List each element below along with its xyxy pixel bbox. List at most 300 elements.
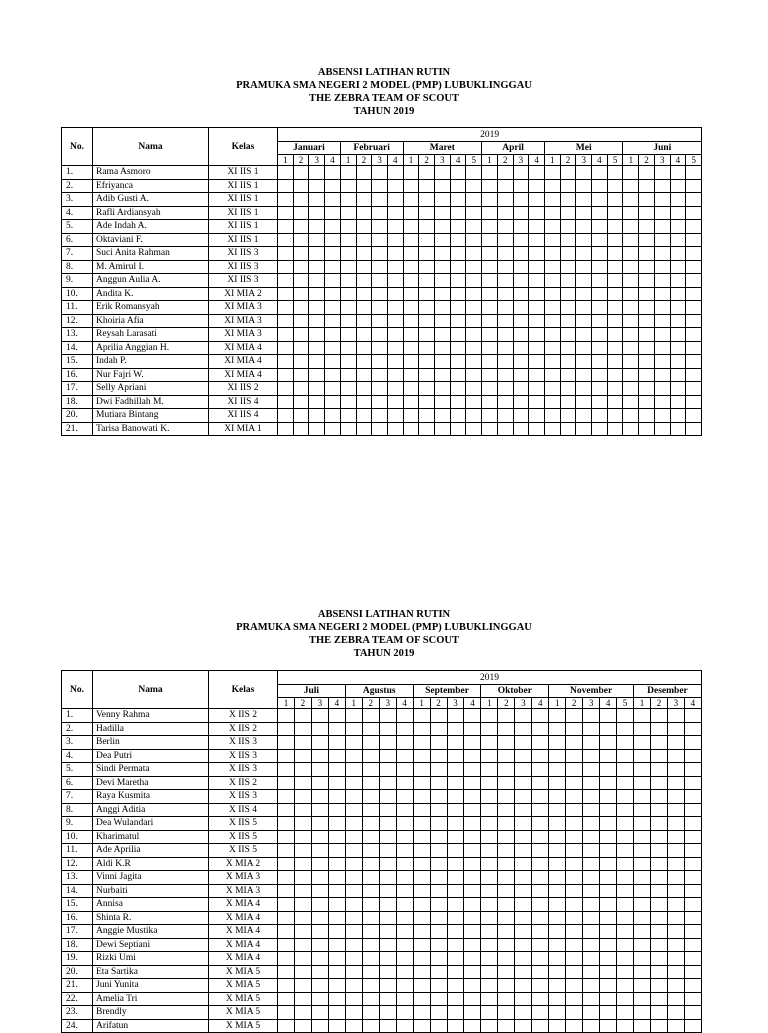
attendance-cell[interactable] [623, 409, 639, 423]
attendance-cell[interactable] [419, 206, 435, 220]
attendance-cell[interactable] [607, 179, 623, 193]
attendance-cell[interactable] [667, 709, 684, 723]
attendance-cell[interactable] [583, 898, 600, 912]
attendance-cell[interactable] [566, 857, 583, 871]
attendance-cell[interactable] [566, 925, 583, 939]
attendance-cell[interactable] [549, 844, 566, 858]
attendance-cell[interactable] [309, 193, 325, 207]
attendance-cell[interactable] [549, 722, 566, 736]
attendance-cell[interactable] [430, 952, 447, 966]
attendance-cell[interactable] [498, 790, 515, 804]
attendance-cell[interactable] [667, 722, 684, 736]
attendance-cell[interactable] [278, 314, 294, 328]
attendance-cell[interactable] [667, 749, 684, 763]
attendance-cell[interactable] [529, 355, 545, 369]
attendance-cell[interactable] [549, 952, 566, 966]
attendance-cell[interactable] [544, 328, 560, 342]
attendance-cell[interactable] [413, 790, 430, 804]
attendance-cell[interactable] [497, 274, 513, 288]
attendance-cell[interactable] [497, 314, 513, 328]
attendance-cell[interactable] [670, 179, 686, 193]
attendance-cell[interactable] [278, 871, 295, 885]
attendance-cell[interactable] [278, 844, 295, 858]
attendance-cell[interactable] [617, 1006, 634, 1020]
attendance-cell[interactable] [515, 776, 532, 790]
attendance-cell[interactable] [654, 328, 670, 342]
attendance-cell[interactable] [634, 1019, 651, 1033]
attendance-cell[interactable] [650, 790, 667, 804]
attendance-cell[interactable] [311, 722, 328, 736]
attendance-cell[interactable] [379, 736, 396, 750]
attendance-cell[interactable] [544, 233, 560, 247]
attendance-cell[interactable] [532, 952, 549, 966]
attendance-cell[interactable] [560, 395, 576, 409]
attendance-cell[interactable] [667, 911, 684, 925]
attendance-cell[interactable] [372, 287, 388, 301]
attendance-cell[interactable] [328, 709, 345, 723]
attendance-cell[interactable] [498, 857, 515, 871]
attendance-cell[interactable] [464, 790, 481, 804]
attendance-cell[interactable] [356, 341, 372, 355]
attendance-cell[interactable] [650, 817, 667, 831]
attendance-cell[interactable] [356, 395, 372, 409]
attendance-cell[interactable] [623, 422, 639, 436]
attendance-cell[interactable] [560, 409, 576, 423]
attendance-cell[interactable] [430, 817, 447, 831]
attendance-cell[interactable] [497, 368, 513, 382]
attendance-cell[interactable] [447, 898, 464, 912]
attendance-cell[interactable] [482, 233, 498, 247]
attendance-cell[interactable] [623, 341, 639, 355]
attendance-cell[interactable] [379, 1019, 396, 1033]
attendance-cell[interactable] [654, 301, 670, 315]
attendance-cell[interactable] [576, 395, 592, 409]
attendance-cell[interactable] [435, 422, 451, 436]
attendance-cell[interactable] [667, 817, 684, 831]
attendance-cell[interactable] [686, 422, 702, 436]
attendance-cell[interactable] [403, 233, 419, 247]
attendance-cell[interactable] [600, 803, 617, 817]
attendance-cell[interactable] [278, 166, 294, 180]
attendance-cell[interactable] [293, 395, 309, 409]
attendance-cell[interactable] [413, 992, 430, 1006]
attendance-cell[interactable] [576, 422, 592, 436]
attendance-cell[interactable] [592, 301, 608, 315]
attendance-cell[interactable] [481, 938, 498, 952]
attendance-cell[interactable] [396, 790, 413, 804]
attendance-cell[interactable] [481, 871, 498, 885]
attendance-cell[interactable] [464, 749, 481, 763]
attendance-cell[interactable] [560, 341, 576, 355]
attendance-cell[interactable] [529, 247, 545, 261]
attendance-cell[interactable] [607, 314, 623, 328]
attendance-cell[interactable] [650, 952, 667, 966]
attendance-cell[interactable] [667, 1019, 684, 1033]
attendance-cell[interactable] [372, 220, 388, 234]
attendance-cell[interactable] [529, 409, 545, 423]
attendance-cell[interactable] [413, 709, 430, 723]
attendance-cell[interactable] [498, 709, 515, 723]
attendance-cell[interactable] [328, 884, 345, 898]
attendance-cell[interactable] [634, 857, 651, 871]
attendance-cell[interactable] [532, 803, 549, 817]
attendance-cell[interactable] [278, 817, 295, 831]
attendance-cell[interactable] [464, 911, 481, 925]
attendance-cell[interactable] [482, 314, 498, 328]
attendance-cell[interactable] [396, 871, 413, 885]
attendance-cell[interactable] [623, 247, 639, 261]
attendance-cell[interactable] [549, 830, 566, 844]
attendance-cell[interactable] [583, 925, 600, 939]
attendance-cell[interactable] [686, 233, 702, 247]
attendance-cell[interactable] [566, 871, 583, 885]
attendance-cell[interactable] [513, 179, 529, 193]
attendance-cell[interactable] [583, 952, 600, 966]
attendance-cell[interactable] [481, 844, 498, 858]
attendance-cell[interactable] [278, 301, 294, 315]
attendance-cell[interactable] [684, 1006, 701, 1020]
attendance-cell[interactable] [513, 233, 529, 247]
attendance-cell[interactable] [328, 1019, 345, 1033]
attendance-cell[interactable] [464, 925, 481, 939]
attendance-cell[interactable] [684, 749, 701, 763]
attendance-cell[interactable] [515, 709, 532, 723]
attendance-cell[interactable] [515, 803, 532, 817]
attendance-cell[interactable] [650, 938, 667, 952]
attendance-cell[interactable] [686, 328, 702, 342]
attendance-cell[interactable] [532, 790, 549, 804]
attendance-cell[interactable] [362, 722, 379, 736]
attendance-cell[interactable] [387, 206, 403, 220]
attendance-cell[interactable] [532, 898, 549, 912]
attendance-cell[interactable] [532, 776, 549, 790]
attendance-cell[interactable] [482, 301, 498, 315]
attendance-cell[interactable] [278, 247, 294, 261]
attendance-cell[interactable] [413, 1019, 430, 1033]
attendance-cell[interactable] [583, 844, 600, 858]
attendance-cell[interactable] [634, 790, 651, 804]
attendance-cell[interactable] [309, 355, 325, 369]
attendance-cell[interactable] [430, 911, 447, 925]
attendance-cell[interactable] [430, 992, 447, 1006]
attendance-cell[interactable] [430, 925, 447, 939]
attendance-cell[interactable] [566, 911, 583, 925]
attendance-cell[interactable] [684, 844, 701, 858]
attendance-cell[interactable] [340, 328, 356, 342]
attendance-cell[interactable] [293, 382, 309, 396]
attendance-cell[interactable] [356, 247, 372, 261]
attendance-cell[interactable] [403, 179, 419, 193]
attendance-cell[interactable] [309, 301, 325, 315]
attendance-cell[interactable] [549, 736, 566, 750]
attendance-cell[interactable] [650, 830, 667, 844]
attendance-cell[interactable] [311, 1019, 328, 1033]
attendance-cell[interactable] [684, 790, 701, 804]
attendance-cell[interactable] [278, 911, 295, 925]
attendance-cell[interactable] [447, 844, 464, 858]
attendance-cell[interactable] [566, 898, 583, 912]
attendance-cell[interactable] [294, 911, 311, 925]
attendance-cell[interactable] [413, 803, 430, 817]
attendance-cell[interactable] [576, 287, 592, 301]
attendance-cell[interactable] [294, 736, 311, 750]
attendance-cell[interactable] [464, 965, 481, 979]
attendance-cell[interactable] [513, 301, 529, 315]
attendance-cell[interactable] [639, 220, 655, 234]
attendance-cell[interactable] [650, 898, 667, 912]
attendance-cell[interactable] [684, 722, 701, 736]
attendance-cell[interactable] [464, 1006, 481, 1020]
attendance-cell[interactable] [311, 1006, 328, 1020]
attendance-cell[interactable] [529, 179, 545, 193]
attendance-cell[interactable] [325, 409, 341, 423]
attendance-cell[interactable] [549, 790, 566, 804]
attendance-cell[interactable] [600, 749, 617, 763]
attendance-cell[interactable] [684, 911, 701, 925]
attendance-cell[interactable] [396, 817, 413, 831]
attendance-cell[interactable] [515, 763, 532, 777]
attendance-cell[interactable] [294, 979, 311, 993]
attendance-cell[interactable] [362, 844, 379, 858]
attendance-cell[interactable] [435, 368, 451, 382]
attendance-cell[interactable] [481, 965, 498, 979]
attendance-cell[interactable] [430, 776, 447, 790]
attendance-cell[interactable] [650, 803, 667, 817]
attendance-cell[interactable] [328, 992, 345, 1006]
attendance-cell[interactable] [686, 382, 702, 396]
attendance-cell[interactable] [293, 247, 309, 261]
attendance-cell[interactable] [294, 965, 311, 979]
attendance-cell[interactable] [293, 220, 309, 234]
attendance-cell[interactable] [311, 911, 328, 925]
attendance-cell[interactable] [466, 301, 482, 315]
attendance-cell[interactable] [325, 328, 341, 342]
attendance-cell[interactable] [362, 979, 379, 993]
attendance-cell[interactable] [481, 790, 498, 804]
attendance-cell[interactable] [278, 938, 295, 952]
attendance-cell[interactable] [340, 260, 356, 274]
attendance-cell[interactable] [634, 803, 651, 817]
attendance-cell[interactable] [430, 736, 447, 750]
attendance-cell[interactable] [362, 790, 379, 804]
attendance-cell[interactable] [340, 274, 356, 288]
attendance-cell[interactable] [583, 790, 600, 804]
attendance-cell[interactable] [325, 395, 341, 409]
attendance-cell[interactable] [592, 382, 608, 396]
attendance-cell[interactable] [532, 817, 549, 831]
attendance-cell[interactable] [532, 938, 549, 952]
attendance-cell[interactable] [667, 992, 684, 1006]
attendance-cell[interactable] [430, 830, 447, 844]
attendance-cell[interactable] [325, 422, 341, 436]
attendance-cell[interactable] [498, 992, 515, 1006]
attendance-cell[interactable] [497, 260, 513, 274]
attendance-cell[interactable] [583, 776, 600, 790]
attendance-cell[interactable] [325, 314, 341, 328]
attendance-cell[interactable] [600, 1019, 617, 1033]
attendance-cell[interactable] [600, 830, 617, 844]
attendance-cell[interactable] [450, 395, 466, 409]
attendance-cell[interactable] [435, 301, 451, 315]
attendance-cell[interactable] [576, 355, 592, 369]
attendance-cell[interactable] [356, 179, 372, 193]
attendance-cell[interactable] [435, 341, 451, 355]
attendance-cell[interactable] [654, 422, 670, 436]
attendance-cell[interactable] [592, 395, 608, 409]
attendance-cell[interactable] [464, 938, 481, 952]
attendance-cell[interactable] [617, 898, 634, 912]
attendance-cell[interactable] [372, 206, 388, 220]
attendance-cell[interactable] [328, 938, 345, 952]
attendance-cell[interactable] [419, 220, 435, 234]
attendance-cell[interactable] [617, 709, 634, 723]
attendance-cell[interactable] [419, 355, 435, 369]
attendance-cell[interactable] [340, 395, 356, 409]
attendance-cell[interactable] [654, 193, 670, 207]
attendance-cell[interactable] [639, 328, 655, 342]
attendance-cell[interactable] [325, 274, 341, 288]
attendance-cell[interactable] [617, 911, 634, 925]
attendance-cell[interactable] [447, 911, 464, 925]
attendance-cell[interactable] [362, 898, 379, 912]
attendance-cell[interactable] [464, 992, 481, 1006]
attendance-cell[interactable] [607, 341, 623, 355]
attendance-cell[interactable] [430, 763, 447, 777]
attendance-cell[interactable] [607, 274, 623, 288]
attendance-cell[interactable] [356, 233, 372, 247]
attendance-cell[interactable] [328, 844, 345, 858]
attendance-cell[interactable] [513, 355, 529, 369]
attendance-cell[interactable] [340, 247, 356, 261]
attendance-cell[interactable] [592, 220, 608, 234]
attendance-cell[interactable] [464, 952, 481, 966]
attendance-cell[interactable] [450, 179, 466, 193]
attendance-cell[interactable] [396, 1019, 413, 1033]
attendance-cell[interactable] [481, 1006, 498, 1020]
attendance-cell[interactable] [650, 965, 667, 979]
attendance-cell[interactable] [650, 884, 667, 898]
attendance-cell[interactable] [592, 166, 608, 180]
attendance-cell[interactable] [466, 260, 482, 274]
attendance-cell[interactable] [532, 736, 549, 750]
attendance-cell[interactable] [379, 979, 396, 993]
attendance-cell[interactable] [481, 736, 498, 750]
attendance-cell[interactable] [566, 1006, 583, 1020]
attendance-cell[interactable] [654, 220, 670, 234]
attendance-cell[interactable] [387, 368, 403, 382]
attendance-cell[interactable] [667, 965, 684, 979]
attendance-cell[interactable] [430, 884, 447, 898]
attendance-cell[interactable] [560, 193, 576, 207]
attendance-cell[interactable] [560, 233, 576, 247]
attendance-cell[interactable] [529, 220, 545, 234]
attendance-cell[interactable] [379, 938, 396, 952]
attendance-cell[interactable] [419, 409, 435, 423]
attendance-cell[interactable] [600, 992, 617, 1006]
attendance-cell[interactable] [464, 709, 481, 723]
attendance-cell[interactable] [544, 274, 560, 288]
attendance-cell[interactable] [435, 193, 451, 207]
attendance-cell[interactable] [482, 409, 498, 423]
attendance-cell[interactable] [684, 992, 701, 1006]
attendance-cell[interactable] [396, 952, 413, 966]
attendance-cell[interactable] [634, 844, 651, 858]
attendance-cell[interactable] [419, 166, 435, 180]
attendance-cell[interactable] [413, 925, 430, 939]
attendance-cell[interactable] [328, 736, 345, 750]
attendance-cell[interactable] [430, 938, 447, 952]
attendance-cell[interactable] [419, 301, 435, 315]
attendance-cell[interactable] [667, 898, 684, 912]
attendance-cell[interactable] [481, 884, 498, 898]
attendance-cell[interactable] [498, 871, 515, 885]
attendance-cell[interactable] [670, 314, 686, 328]
attendance-cell[interactable] [549, 803, 566, 817]
attendance-cell[interactable] [617, 776, 634, 790]
attendance-cell[interactable] [447, 830, 464, 844]
attendance-cell[interactable] [583, 709, 600, 723]
attendance-cell[interactable] [529, 422, 545, 436]
attendance-cell[interactable] [396, 736, 413, 750]
attendance-cell[interactable] [430, 857, 447, 871]
attendance-cell[interactable] [607, 328, 623, 342]
attendance-cell[interactable] [667, 884, 684, 898]
attendance-cell[interactable] [650, 911, 667, 925]
attendance-cell[interactable] [544, 206, 560, 220]
attendance-cell[interactable] [340, 368, 356, 382]
attendance-cell[interactable] [513, 395, 529, 409]
attendance-cell[interactable] [686, 355, 702, 369]
attendance-cell[interactable] [447, 763, 464, 777]
attendance-cell[interactable] [549, 817, 566, 831]
attendance-cell[interactable] [356, 287, 372, 301]
attendance-cell[interactable] [607, 260, 623, 274]
attendance-cell[interactable] [466, 233, 482, 247]
attendance-cell[interactable] [435, 260, 451, 274]
attendance-cell[interactable] [311, 817, 328, 831]
attendance-cell[interactable] [515, 817, 532, 831]
attendance-cell[interactable] [362, 803, 379, 817]
attendance-cell[interactable] [639, 422, 655, 436]
attendance-cell[interactable] [532, 1019, 549, 1033]
attendance-cell[interactable] [482, 355, 498, 369]
attendance-cell[interactable] [634, 1006, 651, 1020]
attendance-cell[interactable] [560, 247, 576, 261]
attendance-cell[interactable] [481, 857, 498, 871]
attendance-cell[interactable] [419, 341, 435, 355]
attendance-cell[interactable] [607, 301, 623, 315]
attendance-cell[interactable] [670, 301, 686, 315]
attendance-cell[interactable] [340, 233, 356, 247]
attendance-cell[interactable] [667, 736, 684, 750]
attendance-cell[interactable] [403, 355, 419, 369]
attendance-cell[interactable] [639, 409, 655, 423]
attendance-cell[interactable] [498, 830, 515, 844]
attendance-cell[interactable] [293, 206, 309, 220]
attendance-cell[interactable] [607, 395, 623, 409]
attendance-cell[interactable] [464, 844, 481, 858]
attendance-cell[interactable] [497, 233, 513, 247]
attendance-cell[interactable] [356, 368, 372, 382]
attendance-cell[interactable] [311, 736, 328, 750]
attendance-cell[interactable] [482, 274, 498, 288]
attendance-cell[interactable] [634, 898, 651, 912]
attendance-cell[interactable] [544, 301, 560, 315]
attendance-cell[interactable] [413, 979, 430, 993]
attendance-cell[interactable] [634, 884, 651, 898]
attendance-cell[interactable] [583, 803, 600, 817]
attendance-cell[interactable] [379, 911, 396, 925]
